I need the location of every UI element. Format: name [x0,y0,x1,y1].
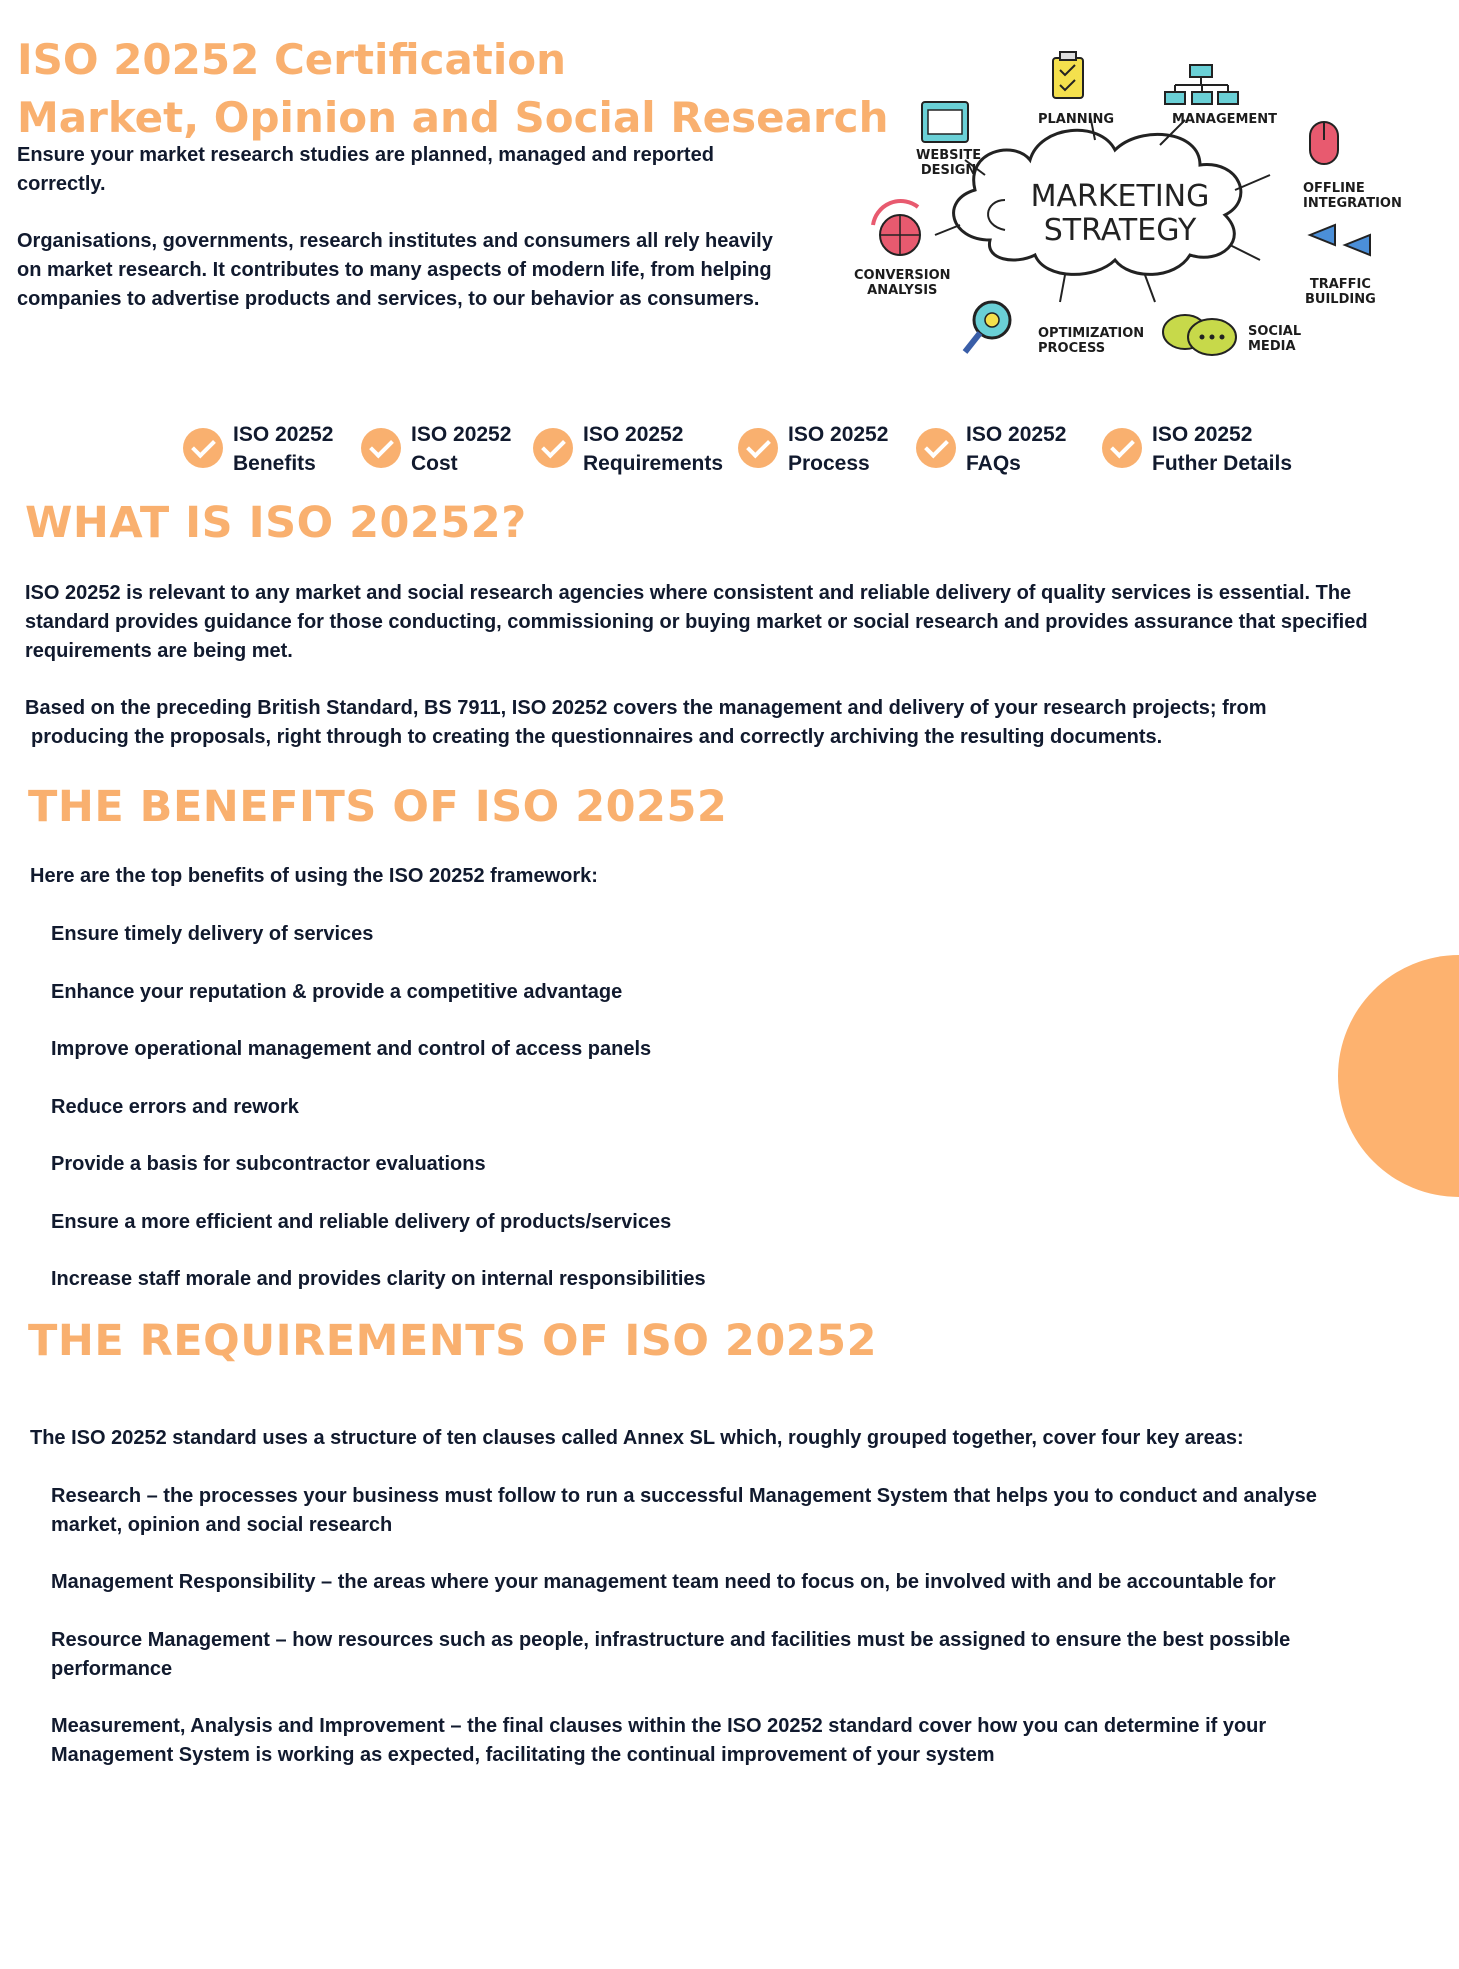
what-paragraph-2-line1: Based on the preceding British Standard, BS 7911, ISO 20252 covers the management and delivery of your research projects; from [25,697,1267,719]
benefit-item: Ensure a more efficient and reliable delivery of products/services [51,1211,672,1233]
label-website-design: WEBSITE DESIGN [916,148,982,178]
benefit-item: Reduce errors and rework [51,1096,299,1118]
nav-item-benefits[interactable]: ISO 20252 Benefits [183,420,333,482]
nav-item-process[interactable]: ISO 20252 Process [738,420,888,482]
benefits-intro: Here are the top benefits of using the ISO 20252 framework: [30,865,598,887]
label-management: MANAGEMENT [1172,112,1278,127]
heading-what-is: WHAT IS ISO 20252? [25,498,527,548]
nav-item-faqs[interactable]: ISO 20252 FAQs [916,420,1066,482]
label-optimization-process: OPTIMIZATION PROCESS [1038,326,1145,356]
intro-text: Ensure your market research studies are planned, managed and reported correctly. [17,144,714,195]
benefit-item: Ensure timely delivery of services [51,923,374,945]
label-conversion-analysis: CONVERSION ANALYSIS [854,268,951,298]
requirement-item: Management Responsibility – the areas where your management team need to focus on, be involved with and be accountable for [51,1571,1276,1593]
marketing-strategy-label [990,180,1250,248]
benefit-item: Increase staff morale and provides clarity on internal responsibilities [51,1268,706,1290]
marketing-strategy-illustration [840,40,1420,380]
label-offline-integration: OFFLINE INTEGRATION [1303,181,1402,211]
what-paragraph-1: ISO 20252 is relevant to any market and social research agencies where consistent and reliable delivery of quality services is essential. The standard provides guidance for those conducting, commissioning or buying market or social research and provides assurance that specified requirements are being met. [25,582,1368,662]
marketing-strategy-line1: MARKETING [1030,179,1210,214]
check-icon [916,428,956,468]
check-icon [361,428,401,468]
marketing-strategy-line2: STRATEGY [1043,213,1197,248]
check-icon [1102,428,1142,468]
check-icon [183,428,223,468]
label-traffic-building: TRAFFIC BUILDING [1305,277,1376,307]
requirements-intro: The ISO 20252 standard uses a structure of ten clauses called Annex SL which, roughly grouped together, cover four key areas: [30,1427,1244,1449]
label-planning: PLANNING [1038,112,1115,127]
benefit-item: Improve operational management and control of access panels [51,1038,652,1060]
requirement-item: Resource Management – how resources such as people, infrastructure and facilities must be assigned to ensure the best possible performance [51,1629,1291,1680]
requirement-item: Measurement, Analysis and Improvement – the final clauses within the ISO 20252 standard cover how you can determine if your Management System is working as expected, facilitating the continual improvement of your system [51,1715,1267,1766]
benefit-item: Enhance your reputation & provide a competitive advantage [51,981,623,1003]
heading-requirements: THE REQUIREMENTS OF ISO 20252 [28,1316,878,1366]
check-icon [738,428,778,468]
label-social-media: SOCIAL MEDIA [1248,324,1302,354]
what-paragraph-2-line2: producing the proposals, right through to creating the questionnaires and correctly archiving the resulting documents. [31,726,1163,748]
page-title-line1: ISO 20252 Certification [17,35,567,84]
nav-item-further-details[interactable]: ISO 20252 Futher Details [1102,420,1292,482]
nav-item-requirements[interactable]: ISO 20252 Requirements [533,420,723,482]
heading-benefits: THE BENEFITS OF ISO 20252 [28,782,728,832]
benefit-item: Provide a basis for subcontractor evaluations [51,1153,486,1175]
page-title-line2: Market, Opinion and Social Research [17,93,889,142]
intro-text-2: Organisations, governments, research institutes and consumers all rely heavily on market research. It contributes to many aspects of modern life, from helping companies to advertise products and services, to our behavior as consumers. [17,230,773,310]
check-icon [533,428,573,468]
nav-item-cost[interactable]: ISO 20252 Cost [361,420,511,482]
requirement-item: Research – the processes your business must follow to run a successful Management System that helps you to conduct and analyse market, opinion and social research [51,1485,1317,1536]
